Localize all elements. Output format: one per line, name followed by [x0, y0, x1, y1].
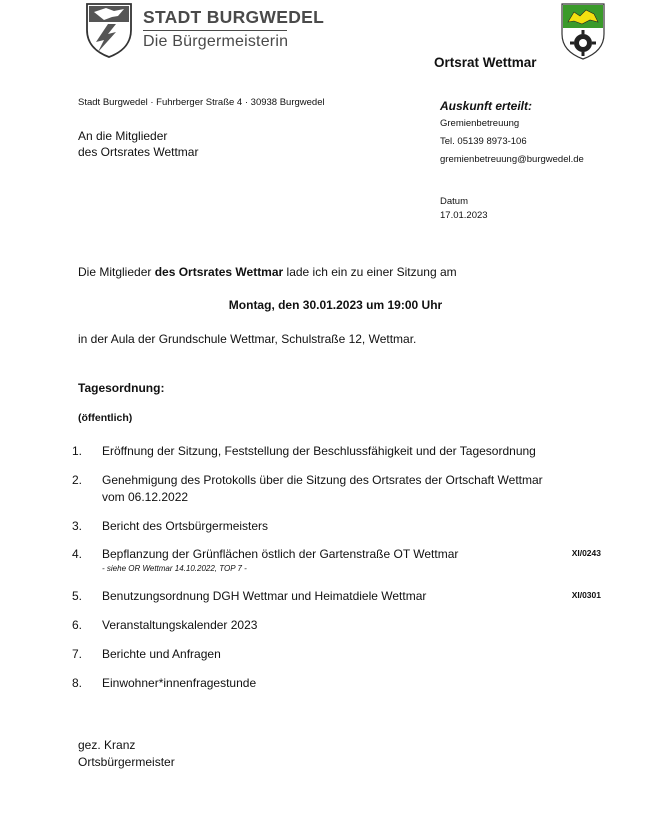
agenda-item-text: Eröffnung der Sitzung, Feststellung der Beschlussfähigkeit und der Tagesordnung: [102, 444, 536, 458]
burgwedel-crest-logo: [84, 2, 134, 58]
agenda-item-number: 7.: [72, 647, 83, 661]
agenda-title: Tagesordnung:: [78, 381, 165, 395]
agenda-item-text: Veranstaltungskalender 2023: [102, 618, 258, 632]
city-name: STADT BURGWEDEL: [143, 7, 325, 27]
date-value: 17.01.2023: [440, 210, 488, 221]
date-block: [440, 195, 488, 223]
agenda-item-text: Bepflanzung der Grünflächen östlich der Gartenstraße OT Wettmar: [102, 547, 459, 561]
agenda-item-number: 5.: [72, 589, 83, 603]
signature-title: Ortsbürgermeister: [78, 755, 175, 769]
recipient-line-2: des Ortsrates Wettmar: [78, 145, 199, 159]
contact-email: gremienbetreuung@burgwedel.de: [440, 154, 584, 165]
intro-text-before: Die Mitglieder: [78, 265, 155, 279]
contact-info-title: Auskunft erteilt:: [440, 99, 533, 113]
contact-info: [440, 97, 584, 169]
signature-block: [78, 737, 175, 771]
agenda-item-number: 8.: [72, 676, 83, 690]
signature-name: gez. Kranz: [78, 738, 136, 752]
contact-department: Gremienbetreuung: [440, 118, 520, 129]
letterhead-divider: [143, 30, 287, 32]
agenda-item-number: 4.: [72, 547, 83, 561]
intro-text-bold: des Ortsrates Wettmar: [154, 265, 284, 279]
intro-text-after: lade ich ein zu einer Sitzung am: [283, 265, 457, 279]
agenda-item-text: Berichte und Anfragen: [102, 647, 221, 661]
agenda-item-text: Benutzungsordnung DGH Wettmar und Heimatdiele Wettmar: [102, 589, 427, 603]
agenda-item-text: Genehmigung des Protokolls über die Sitzung des Ortsrates der Ortschaft Wettmar vom 06.12.2022: [102, 473, 543, 504]
meeting-datetime: Montag, den 30.01.2023 um 19:00 Uhr: [228, 298, 443, 312]
council-name: Ortsrat Wettmar: [434, 55, 537, 70]
agenda-item-text: Einwohner*innenfragestunde: [102, 676, 257, 690]
sender-address-line: Stadt Burgwedel · Fuhrberger Straße 4 · 30938 Burgwedel: [78, 97, 325, 108]
agenda-item-number: 6.: [72, 618, 83, 632]
agenda-item-reference: XI/0301: [571, 590, 601, 600]
agenda-item-content: [102, 546, 562, 575]
letterhead-title: [143, 9, 324, 50]
office-name: Die Bürgermeisterin: [143, 33, 289, 50]
recipient-line-1: An die Mitglieder: [78, 129, 168, 143]
contact-phone: Tel. 05139 8973-106: [440, 136, 527, 147]
agenda-item-reference: XI/0243: [571, 548, 601, 558]
date-label: Datum: [440, 196, 468, 207]
meeting-location: in der Aula der Grundschule Wettmar, Schulstraße 12, Wettmar.: [78, 332, 417, 346]
agenda-section-label: (öffentlich): [78, 412, 133, 424]
agenda-item-note: - siehe OR Wettmar 14.10.2022, TOP 7 -: [102, 564, 247, 573]
agenda-item-text: Bericht des Ortsbürgermeisters: [102, 519, 269, 533]
wettmar-crest-logo: [560, 2, 606, 60]
recipient-address: [78, 128, 198, 160]
agenda-item-number: 3.: [72, 519, 83, 533]
agenda-item-number: 2.: [72, 473, 83, 487]
agenda-item-number: 1.: [72, 444, 83, 458]
invitation-intro: [78, 265, 457, 279]
